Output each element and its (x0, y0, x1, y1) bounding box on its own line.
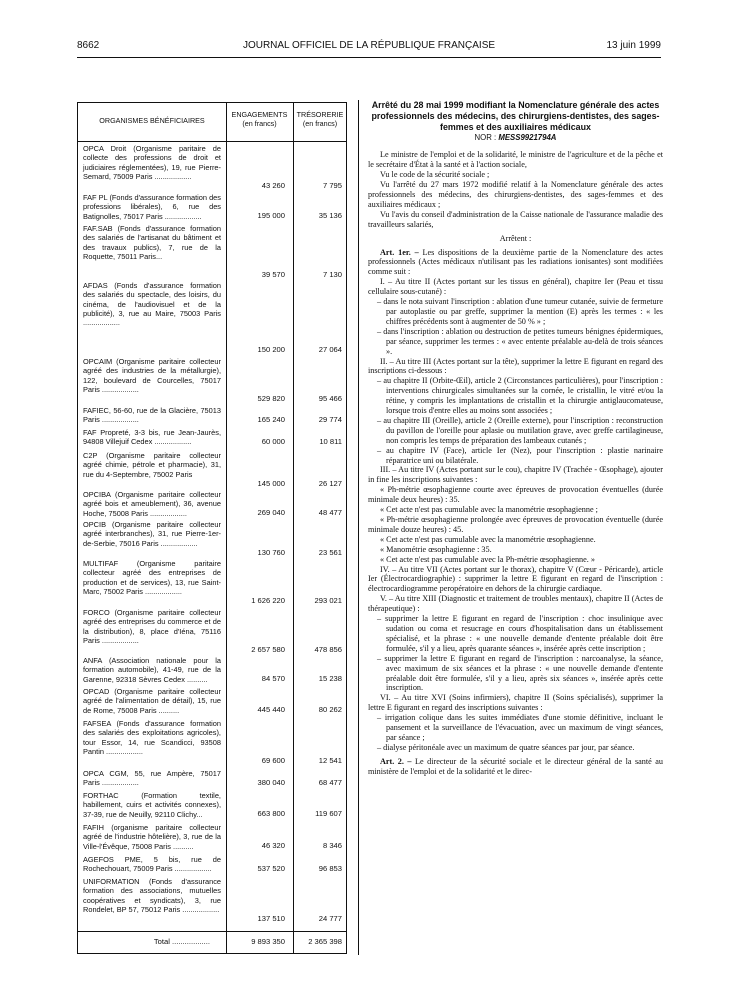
section-vi-item-2: – dialyse péritonéale avec un maximum de quatre séances par jour, par séance. (377, 742, 635, 752)
organism-name: C2P (Organisme paritaire collecteur agréé chimie, pétrole et pharmacie), 31, rue du 4-Septembre, 75002 Paris (83, 451, 221, 479)
header-engagements-unit: (en francs) (242, 118, 277, 128)
engagement-value: 137 510 (257, 914, 285, 923)
engagement-value: 150 200 (257, 345, 285, 354)
journal-title: JOURNAL OFFICIEL DE LA RÉPUBLIQUE FRANÇAISE (242, 40, 496, 51)
organism-name: OPCAIM (Organisme paritaire collecteur agréé des industries de la métallurgie), 122, boulevard de Courcelles, 75017 Paris .................. (83, 357, 221, 394)
total-engagements: 9 893 350 (251, 937, 285, 946)
section-iii-item-2: « Cet acte n'est pas cumulable avec la manométrie œsophagienne ; (380, 505, 598, 515)
section-i-item-2: – dans l'inscription : ablation ou destruction de petites tumeurs bénignes épidermiques, par séance, supprimer les termes : « avec entente préalable au-delà de trois séances ». (377, 326, 663, 356)
issue-date: 13 juin 1999 (606, 40, 661, 51)
nor-code: MESS9921794A (498, 133, 557, 143)
nor-reference (368, 133, 663, 142)
engagement-value: 69 600 (261, 756, 285, 765)
section-i-item-1: – dans le nota suivant l'inscription : ablation d'une tumeur cutanée, suivie de fermeture par autoplastie ou par greffe, supprimer la mention (E) après les termes : « les chiffres précédents sont à augmenter de 50 % » ; (377, 297, 663, 326)
engagement-value: 195 000 (257, 211, 285, 220)
article-2-text: Le directeur de la sécurité sociale et le directeur général de la santé au ministère de l'emploi et de la solidarité et le direc- (368, 756, 663, 776)
tresorerie-value: 10 811 (319, 437, 342, 446)
section-ii: II. – Au titre III (Actes portant sur la tête), supprimer la lettre E figurant en regard des inscriptions ci-dessous : (368, 356, 663, 376)
engagement-value: 43 260 (261, 181, 285, 190)
total-divider (78, 931, 346, 932)
section-vi: VI. – Au titre XVI (Soins infirmiers), chapitre II (Soins spécialisés), supprimer la lettre E figurant en regard des inscriptions suivantes : (368, 693, 663, 713)
header-divider (78, 141, 346, 142)
article-2-label: Art. 2. – (380, 756, 412, 766)
header-tresorerie-title: TRÉSORERIE (296, 110, 344, 119)
article-1 (368, 248, 663, 278)
article-1-label: Art. 1er. – (380, 247, 419, 257)
engagement-value: 46 320 (261, 841, 285, 850)
engagement-value: 269 040 (257, 508, 285, 517)
organism-name: UNIFORMATION (Fonds d'assurance formation des associations, mutuelles coopératives et syndicats), 3, rue Rondelet, BP 57, 75012 Paris .................. (83, 877, 221, 914)
tresorerie-value: 96 853 (318, 864, 342, 873)
header-tresorerie-unit: (en francs) (302, 118, 338, 128)
engagement-value: 130 760 (257, 548, 285, 557)
engagement-value: 380 040 (257, 778, 285, 787)
tresorerie-value: 15 238 (318, 674, 342, 683)
tresorerie-value: 23 561 (318, 548, 342, 557)
tresorerie-value: 68 477 (318, 778, 342, 787)
tresorerie-value: 8 346 (322, 841, 342, 850)
engagement-value: 529 820 (257, 394, 285, 403)
organism-name: OPCIBA (Organisme paritaire collecteur agréé bois et ameublement), 36, avenue Hoche, 75008 Paris .................. (83, 490, 221, 518)
preamble-vu-1: Vu le code de la sécurité sociale ; (380, 170, 490, 180)
section-vi-item-1: – irrigation colique dans les suites immédiates d'une stomie définitive, incluant le pansement et la surveillance de l'évacuation, avec un maximum de vingt séances, par séance ; (377, 713, 663, 742)
engagement-value: 2 657 580 (251, 645, 285, 654)
column-separator (358, 100, 359, 955)
engagement-value: 84 570 (261, 674, 285, 683)
total-label: Total .................. (153, 937, 210, 946)
tresorerie-value: 27 064 (318, 345, 342, 354)
tresorerie-value: 35 136 (318, 211, 342, 220)
section-iv: IV. – Au titre VII (Actes portant sur le thorax), chapitre V (Cœur - Péricarde), article Ier (Électrocardiographie) : supprimer la lettre E figurant en regard de l'inscription : électrocardiogramme peropératoire en dehors de la chirurgie cardiaque. (368, 564, 663, 594)
section-iii-item-6: « Cet acte n'est pas cumulable avec la Ph-métrie œsophagienne. » (380, 554, 595, 564)
tresorerie-value: 478 856 (314, 645, 342, 654)
section-ii-item-3: – au chapitre IV (Face), article Ier (Nez), pour l'inscription : plastie narinaire réparatrice uni ou bilatérale. (377, 445, 663, 465)
engagement-value: 60 000 (261, 437, 285, 446)
preamble-vu-3: Vu l'avis du conseil d'administration de la Caisse nationale de l'assurance maladie des travailleurs salariés, (368, 209, 663, 229)
tresorerie-value: 7 795 (322, 181, 342, 190)
section-iii-item-4: « Cet acte n'est pas cumulable avec la manométrie œsophagienne. (380, 534, 596, 544)
tresorerie-value: 48 477 (318, 508, 342, 517)
preamble-ministers: Le ministre de l'emploi et de la solidarité, le ministre de l'agriculture et de la pêche et le secrétaire d'État à la santé et à l'action sociale, (368, 150, 663, 170)
engagement-value: 537 520 (257, 864, 285, 873)
section-iii: III. – Au titre IV (Actes portant sur le cou), chapitre IV (Trachée - Œsophage), ajouter in fine les inscriptions suivantes : (368, 465, 663, 485)
organism-name: MULTIFAF (Organisme paritaire collecteur agréé des entreprises de production et de services), 13, rue Saint-Marc, 75002 Paris .................. (83, 559, 221, 596)
organism-name: FAFIH (organisme paritaire collecteur agréé de l'industrie hôtelière), 3, rue de la Ville-l'Évêque, 75008 Paris .......... (83, 823, 221, 851)
decree-column (368, 100, 663, 777)
header-tresorerie (293, 111, 347, 128)
section-i: I. – Au titre II (Actes portant sur les tissus en général), chapitre Ier (Peau et tissu cellulaire sous-cutané) : (368, 277, 663, 297)
nor-label: NOR : (474, 133, 499, 143)
engagement-value: 1 626 220 (251, 596, 285, 605)
organism-name: ANFA (Association nationale pour la formation automobile), 41-49, rue de la Garenne, 92318 Sèvres Cedex .......... (83, 656, 221, 684)
organism-name: FAF.SAB (Fonds d'assurance formation des salariés de l'artisanat du bâtiment et des travaux publics), 7, rue de la Roquette, 75011 Paris... (83, 224, 221, 261)
organism-name: OPCA Droit (Organisme paritaire de collecte des professions de droit et judiciaires réglementées), 19, rue Pierre-Semard, 75009 Paris .................. (83, 144, 221, 181)
organism-name: FAFIEC, 56-60, rue de la Glacière, 75013 Paris .................. (83, 406, 221, 425)
organism-name: FAFSEA (Fonds d'assurance formation des salariés des exploitations agricoles), tour Essor, 14, rue Scandicci, 93508 Pantin .................. (83, 719, 221, 756)
page-header (77, 40, 661, 54)
engagement-value: 165 240 (257, 415, 285, 424)
header-organisms: ORGANISMES BÉNÉFICIAIRES (99, 116, 205, 125)
section-ii-item-2: – au chapitre III (Oreille), article 2 (Oreille externe), pour l'inscription : reconstruction du pavillon de l'oreille pour aplasie ou mutilation grave, avec greffe cartilagineuse, non compris les temps de préparation des lambeaux cutanés ; (377, 415, 663, 445)
tresorerie-value: 7 130 (322, 270, 342, 279)
organism-name: FAF PL (Fonds d'assurance formation des professions libérales), 6, rue des Batignolles, 75017 Paris .................. (83, 193, 221, 221)
header-engagements (226, 111, 293, 128)
organism-name: AFDAS (Fonds d'assurance formation des salariés du spectacle, des loisirs, du cinéma, de l'audiovisuel et de la publicité), 3, rue au Maire, 75003 Paris .................. (83, 281, 221, 328)
organism-name: OPCA CGM, 55, rue Ampère, 75017 Paris .................. (83, 769, 221, 788)
tresorerie-value: 12 541 (318, 756, 342, 765)
tresorerie-value: 29 774 (318, 415, 342, 424)
tresorerie-value: 293 021 (314, 596, 342, 605)
page-number: 8662 (77, 40, 100, 51)
header-rule (77, 57, 661, 58)
organism-name: OPCIB (Organisme paritaire collecteur agréé interbranches), 31, rue Pierre-1er-de-Serbie, 75016 Paris .................. (83, 520, 221, 548)
tresorerie-value: 119 607 (315, 809, 342, 818)
beneficiaries-table (77, 102, 347, 954)
decree-title: Arrêté du 28 mai 1999 modifiant la Nomenclature générale des actes professionnels des médecins, des chirurgiens-dentistes, des sages-femmes et des auxiliaires médicaux (371, 100, 660, 132)
column-divider (226, 103, 227, 953)
organism-name: FAF Propreté, 3-3 bis, rue Jean-Jaurès, 94808 Villejuif Cedex .................. (83, 428, 221, 447)
section-v: V. – Au titre XIII (Diagnostic et traitement de troubles mentaux), chapitre II (Actes de thérapeutique) : (368, 594, 663, 614)
tresorerie-value: 26 127 (318, 479, 342, 488)
total-tresorerie: 2 365 398 (308, 937, 342, 946)
engagement-value: 145 000 (257, 479, 285, 488)
tresorerie-value: 24 777 (318, 914, 342, 923)
section-iii-item-1: « Ph-métrie œsophagienne courte avec épreuves de provocation éventuelles (durée minimale deux heures) : 35. (368, 485, 663, 505)
header-engagements-title: ENGAGEMENTS (231, 110, 288, 119)
engagement-value: 663 800 (257, 809, 285, 818)
preamble-vu-2: Vu l'arrêté du 27 mars 1972 modifié relatif à la Nomenclature générale des actes professionnels des médecins, des chirurgiens-dentistes, des sages-femmes et des auxiliaires médicaux ; (368, 180, 663, 209)
section-v-item-2: – supprimer la lettre E figurant en regard de l'inscription : narcoanalyse, la séance, avec maximum de six séances et la phrase : « une nouvelle demande d'entente préalable doit être formulée, s'il y a lieu, après six séances », insérée après cette inscription. (377, 653, 663, 693)
section-iii-item-5: « Manométrie œsophagienne : 35. (380, 544, 492, 554)
column-divider (293, 103, 294, 953)
engagement-value: 39 570 (261, 270, 285, 279)
arretent-heading: Arrêtent : (499, 233, 532, 243)
section-v-item-1: – supprimer la lettre E figurant en regard de l'inscription : choc insulinique avec sudation ou coma et resucrage en cours d'hospitalisation dans un établissement spécialisé, et la phrase : « une nouvelle demande d'entente préalable doit être formulée, s'il y a lieu, après quarante séances », insérée après cette inscription ; (377, 614, 663, 653)
organism-name: OPCAD (Organisme paritaire collecteur agréé de l'alimentation de détail), 15, rue de Rome, 75008 Paris .......... (83, 687, 221, 715)
article-2 (368, 757, 663, 777)
article-1-text: Les dispositions de la deuxième partie de la Nomenclature des actes professionnels (Actes médicaux n'utilisant pas les radiations ionisantes) sont modifiées comme suit : (368, 247, 663, 277)
organism-name: FORTHAC (Formation textile, habillement, cuirs et activités connexes), 37-39, rue de Neuilly, 92110 Clichy... (83, 791, 221, 819)
section-iii-item-3: « Ph-métrie œsophagienne prolongée avec épreuves de provocation éventuelle (durée minimale douze heures) : 45. (368, 515, 663, 534)
engagement-value: 445 440 (257, 705, 285, 714)
tresorerie-value: 80 262 (318, 705, 342, 714)
organism-name: AGEFOS PME, 5 bis, rue de Rochechouart, 75009 Paris .................. (83, 855, 221, 874)
organism-name: FORCO (Organisme paritaire collecteur agréé des entreprises du commerce et de la distribution), 8, place d'Iéna, 75116 Paris .................. (83, 608, 221, 645)
section-ii-item-1: – au chapitre II (Orbite-Œil), article 2 (Circonstances particulières), pour l'inscription : interventions chirurgicales simultanées sur la cornée, le cristallin, le vitré et/ou la rétine, y compris les implantations de cristallin et la chirurgie antiglaucomateuse, lorsque trois d'entre elles au moins sont associées ; (377, 376, 663, 416)
tresorerie-value: 95 466 (318, 394, 342, 403)
